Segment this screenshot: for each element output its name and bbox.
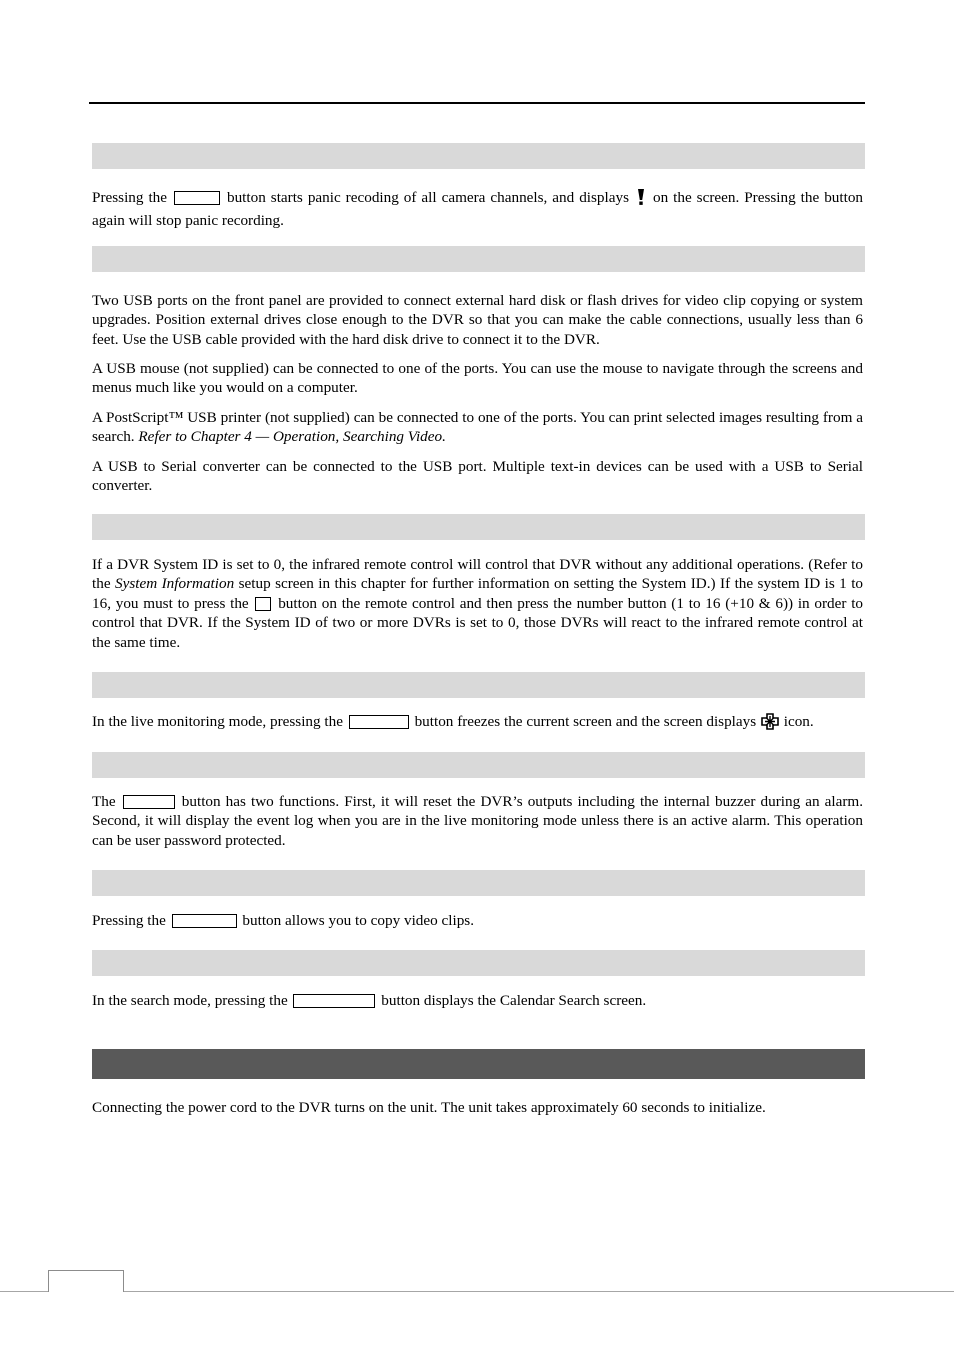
freeze-text-a: In the live monitoring mode, pressing the xyxy=(92,713,343,730)
panic-text-3: on the screen. Pressing the button again will stop panic recording. xyxy=(92,189,864,230)
panic-paragraph xyxy=(92,188,863,231)
calendar-button-placeholder xyxy=(293,994,375,1008)
copy-text-a: Pressing the xyxy=(92,912,166,929)
freeze-icon xyxy=(761,713,779,735)
section-bar-freeze xyxy=(92,672,865,698)
exclamation-icon xyxy=(637,189,645,211)
panic-text-2: button starts panic recoding of all camera channels, and displays xyxy=(226,189,629,206)
usb-paragraph-1: Two USB ports on the front panel are provided to connect external hard disk or flash drives for video clip copying or system upgrades. Position external drives close enough to the DVR so that you can make the cable connections, usually less than 6 feet. Use the USB cable provided with the hard disk drive to connect it to the DVR. xyxy=(92,292,863,348)
copy-button-placeholder xyxy=(172,914,237,928)
panic-button-placeholder xyxy=(174,191,220,205)
usb-paragraph-2: A USB mouse (not supplied) can be connected to one of the ports. You can use the mouse to navigate through the screens and menus much like you would on a computer. xyxy=(92,360,863,397)
alarm-text-b: button has two functions. First, it will reset the DVR’s outputs including the internal buzzer during an alarm. Second, it will display the event log when you are in the live monitoring mode unless there is an active alarm. This operation can be user password protected. xyxy=(92,793,864,849)
alarm-button-placeholder xyxy=(123,795,175,809)
freeze-text-b: button freezes the current screen and the screen displays xyxy=(414,713,757,730)
copy-text-b: button allows you to copy video clips. xyxy=(242,912,475,929)
id-button-placeholder xyxy=(255,597,271,611)
page-number-tab xyxy=(48,1270,124,1292)
footer-rule xyxy=(0,1291,954,1292)
copy-paragraph xyxy=(92,911,863,930)
remote-text-c: setup screen in this chapter for further information on setting the System ID.) If the system ID is 1 to 16, you must to press the xyxy=(92,575,864,612)
remote-system-information: System Information xyxy=(115,575,235,593)
alarm-paragraph xyxy=(92,792,863,850)
section-bar-copy xyxy=(92,870,865,896)
section-bar-alarm xyxy=(92,752,865,778)
section-bar-calendar xyxy=(92,950,865,976)
section-bar-usb xyxy=(92,246,865,272)
alarm-text-a: The xyxy=(92,793,116,810)
usb-paragraph-3 xyxy=(92,408,863,447)
remote-paragraph xyxy=(92,555,863,652)
remote-text-d: button on the remote control and then press the number button (1 to 16 (+10 & 6)) in order to control that DVR. If the System ID of two or more DVRs is set to 0, those DVRs will react to the infrared remote control at the same time. xyxy=(92,594,864,651)
panic-text-1: Pressing the xyxy=(92,189,168,206)
usb-printer-text: A PostScript™ USB printer (not supplied) can be connected to one of the ports. You can print selected images resulting from a search. xyxy=(92,409,863,446)
freeze-text-c: icon. xyxy=(783,713,814,730)
freeze-button-placeholder xyxy=(349,715,409,729)
header-rule xyxy=(89,102,865,104)
usb-chapter-reference: Refer to Chapter 4 — Operation, Searching Video. xyxy=(138,428,446,446)
power-paragraph: Connecting the power cord to the DVR turns on the unit. The unit takes approximately 60 seconds to initialize. xyxy=(92,1099,766,1116)
usb-paragraph-4: A USB to Serial converter can be connected to the USB port. Multiple text-in devices can be used with a USB to Serial converter. xyxy=(92,458,863,495)
remote-text-a: If a DVR System ID is set to 0, the infrared remote control will control that DVR without any additional operations. (Refer to the xyxy=(92,556,863,593)
calendar-text-a: In the search mode, pressing the xyxy=(92,992,288,1009)
section-bar-remote xyxy=(92,514,865,540)
freeze-paragraph xyxy=(92,712,863,735)
section-bar-panic xyxy=(92,143,865,169)
chapter-bar-power xyxy=(92,1049,865,1079)
calendar-text-b: button displays the Calendar Search screen. xyxy=(381,992,647,1009)
calendar-paragraph xyxy=(92,991,863,1010)
